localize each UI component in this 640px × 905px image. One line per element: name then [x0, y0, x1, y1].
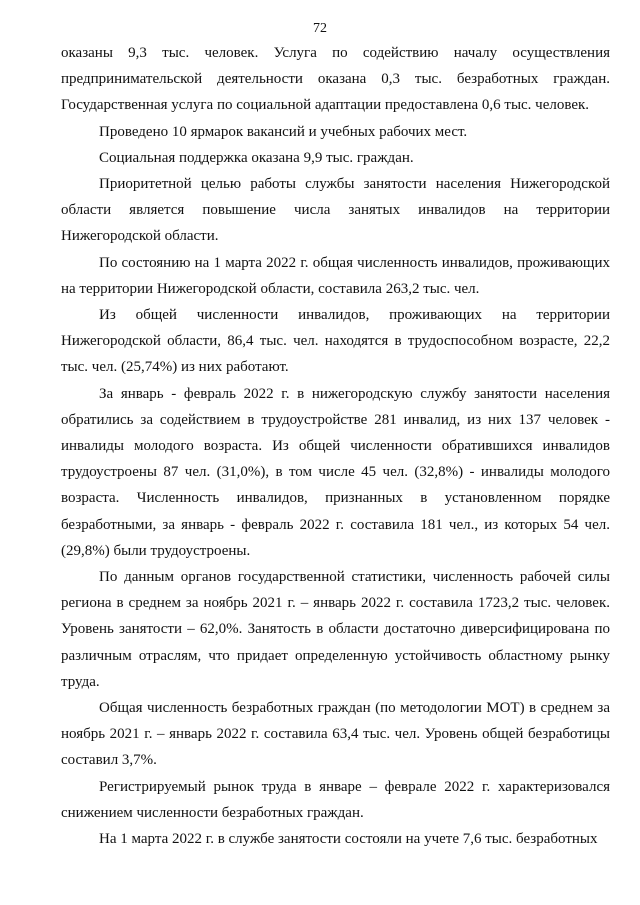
page-body: [61, 40, 610, 852]
paragraph-disabled-working-age: Из общей численности инвалидов, проживающих на территории Нижегородской области, 86,4 тыс. чел. находятся в трудоспособном возрасте, 22,2 тыс. чел. (25,74%) из них работают.: [61, 307, 610, 376]
paragraph-priority-goal: Приоритетной целью работы службы занятости населения Нижегородской области является повышение числа занятых инвалидов на территории Нижегородской области.: [61, 176, 610, 245]
paragraph-labor-force-statistics: По данным органов государственной статистики, численность рабочей силы региона в среднем за ноябрь 2021 г. – январь 2022 г. составила 1723,2 тыс. человек. Уровень занятости – 62,0%. Занятость в области достаточно диверсифицирована по различным отраслям, что придает определенную устойчивость областному рынку труда.: [61, 569, 610, 690]
paragraph-disabled-employment: За январь - февраль 2022 г. в нижегородскую службу занятости населения обратились за содействием в трудоустройстве 281 инвалид, из них 137 человек - инвалиды молодого возраста. Из общей численности обратившихся инвалидов трудоустроены 87 чел. (31,0%), в том числе 45 чел. (32,8%) - инвалиды молодого возраста. Численность инвалидов, признанных в установленном порядке безработными, за январь - февраль 2022 г. составила 181 чел., из которых 54 чел. (29,8%) были трудоустроены.: [61, 385, 610, 559]
paragraph-registered-market: Регистрируемый рынок труда в январе – феврале 2022 г. характеризовался снижением численности безработных граждан.: [61, 778, 610, 821]
paragraph-unemployment-ilo: Общая численность безработных граждан (по методологии МОТ) в среднем за ноябрь 2021 г. – январь 2022 г. составила 63,4 тыс. чел. Уровень общей безработицы составил 3,7%.: [61, 700, 610, 769]
paragraph-services-continued: оказаны 9,3 тыс. человек. Услуга по содействию началу осуществления предпринимательской деятельности оказана 0,3 тыс. безработных граждан. Государственная услуга по социальной адаптации предоставлена 0,6 тыс. человек.: [61, 45, 610, 114]
paragraph-disabled-total: По состоянию на 1 марта 2022 г. общая численность инвалидов, проживающих на территории Нижегородской области, составила 263,2 тыс. чел.: [61, 254, 610, 297]
paragraph-registered-unemployed: На 1 марта 2022 г. в службе занятости состояли на учете 7,6 тыс. безработных: [99, 831, 598, 848]
paragraph-social-support: Социальная поддержка оказана 9,9 тыс. граждан.: [99, 149, 414, 166]
paragraph-job-fairs: Проведено 10 ярмарок вакансий и учебных рабочих мест.: [99, 123, 468, 140]
page-number: 72: [313, 21, 327, 36]
